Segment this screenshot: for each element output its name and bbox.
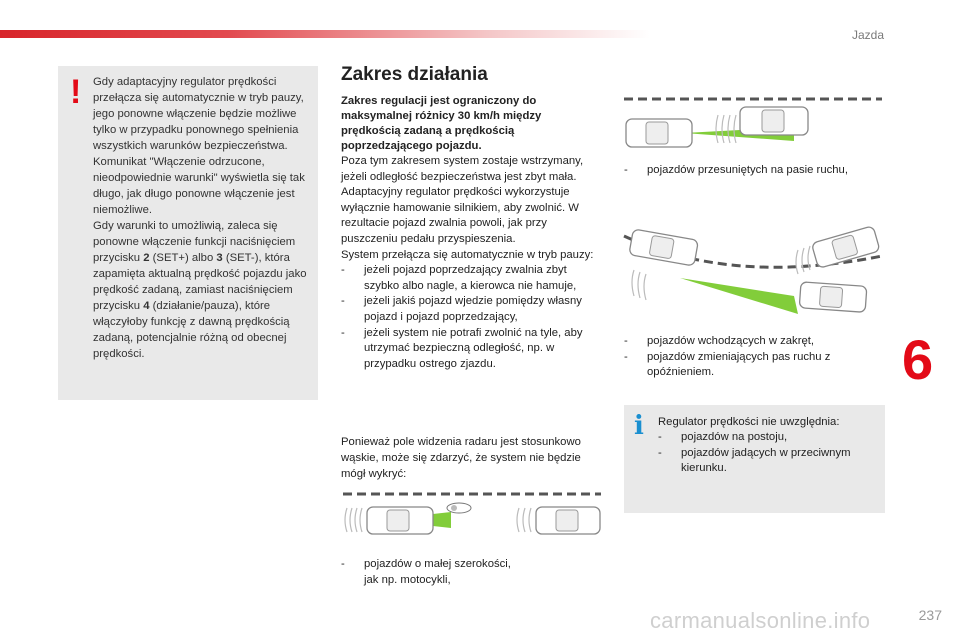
caption-curve — [624, 334, 886, 381]
page-number: 237 — [918, 607, 942, 623]
dash-marker: - — [341, 326, 345, 339]
paragraph-3: System przełącza się automatycznie w tryb pauzy: — [341, 248, 594, 261]
dash-marker: - — [341, 264, 345, 277]
list-item-text: jeżeli pojazd poprzedzający zwalnia zbyt szybko albo nagle, a kierowca nie hamuje, — [364, 264, 577, 292]
list-item — [341, 263, 603, 294]
paragraph-1: Poza tym zakresem system zostaje wstrzymany, jeżeli odległość bezpieczeństwa jest zbyt mała. — [341, 155, 584, 183]
warning-text — [93, 74, 315, 362]
list-item — [341, 557, 603, 588]
paragraph-2: Adaptacyjny regulator prędkości wykorzystuje wyłącznie hamowanie silnikiem, aby zwolnić. W rezultacie pojazd zwalnia powoli, jak przy puszczeniu pedału przyspieszenia. — [341, 186, 579, 245]
list-item-text: pojazdów zmieniających pas ruchu z opóźnieniem. — [647, 350, 831, 379]
warning-icon: ! — [70, 73, 82, 111]
list-item-text: pojazdów jadących w przeciwnym kierunku. — [681, 446, 851, 475]
warning-text-part: (SET-), która zapamięta aktualną prędkość pojazdu jako prędkość zadaną, zamiast naciśnięciem przycisku — [93, 252, 307, 312]
list-item-text: pojazdów przesuniętych na pasie ruchu, — [647, 164, 848, 176]
header-accent-bar — [0, 30, 650, 38]
dash-marker: - — [624, 350, 628, 363]
section-title: Jazda — [851, 28, 884, 42]
warning-box — [58, 66, 318, 400]
button-ref-3: 3 — [216, 252, 223, 264]
info-box — [624, 405, 885, 513]
info-icon: i — [634, 411, 644, 441]
dash-marker: - — [624, 164, 628, 176]
warning-paragraph-2: Gdy warunki to umożliwią, zaleca się ponowne włączenie funkcji naciśnięciem przycisku — [93, 220, 296, 264]
button-ref-2: 2 — [143, 252, 150, 264]
caption-motorcycle — [341, 557, 603, 588]
list-item — [624, 334, 886, 350]
chapter-number: 6 — [902, 328, 934, 391]
dash-marker: - — [624, 335, 628, 347]
illustration-offset — [622, 93, 884, 153]
main-column — [341, 64, 603, 372]
list-item — [624, 350, 886, 381]
caption-offset — [624, 163, 886, 179]
list-item — [624, 163, 886, 179]
list-item-text: jeżeli jakiś pojazd wjedzie pomiędzy własny pojazd i pojazd poprzedzający, — [364, 295, 582, 323]
list-item-text: pojazdów o małej szerokości, — [364, 558, 511, 570]
dash-marker: - — [658, 431, 662, 443]
button-ref-4: 4 — [143, 300, 150, 312]
warning-text-part: (działanie/pauza), które włączyłoby funkcję z dawną prędkością zadaną, potencjalnie różną od obecnej prędkości. — [93, 300, 290, 360]
illustration-curve — [622, 222, 884, 322]
list-item — [658, 446, 880, 477]
list-item-text: pojazdów wchodzących w zakręt, — [647, 335, 815, 347]
warning-text-part: (SET+) albo — [149, 252, 217, 264]
list-item — [341, 326, 603, 373]
illustration-motorcycle — [341, 488, 603, 548]
intro-bold: Zakres regulacji jest ograniczony do maksymalnej różnicy 30 km/h między prędkością zadaną a prędkością poprzedzającego pojazdu. — [341, 95, 542, 152]
list-item-text: pojazdów na postoju, — [681, 431, 788, 443]
watermark: carmanualsonline.info — [650, 608, 871, 633]
list-item — [658, 430, 880, 446]
page-title: Zakres działania — [341, 64, 488, 85]
paragraph-4: Ponieważ pole widzenia radaru jest stosunkowo wąskie, może się zdarzyć, że system nie będzie mógł wykryć: — [341, 436, 581, 480]
dash-marker: - — [658, 446, 662, 459]
warning-paragraph-1: Gdy adaptacyjny regulator prędkości przełącza się automatycznie w tryb pauzy, jego ponowne włączenie będzie możliwe tylko w przypadku ponownego spełnienia wszystkich warunków bezpieczeństwa. Komunikat "Włączenie odrzucone, nieodpowiednie warunki" wyświetla się tak długo, jak długo ponowne włączenie jest niemożliwe. — [93, 76, 305, 216]
list-item-text: jak np. motocykli, — [364, 573, 451, 586]
dash-marker: - — [341, 558, 345, 570]
list-item-text: jeżeli system nie potrafi zwolnić na tyle, aby utrzymać bezpieczną odległość, np. w przypadku ostrego zjazdu. — [364, 326, 583, 370]
info-intro: Regulator prędkości nie uwzględnia: — [658, 416, 840, 428]
info-text — [658, 414, 880, 477]
list-item — [341, 294, 603, 325]
dash-marker: - — [341, 295, 345, 308]
